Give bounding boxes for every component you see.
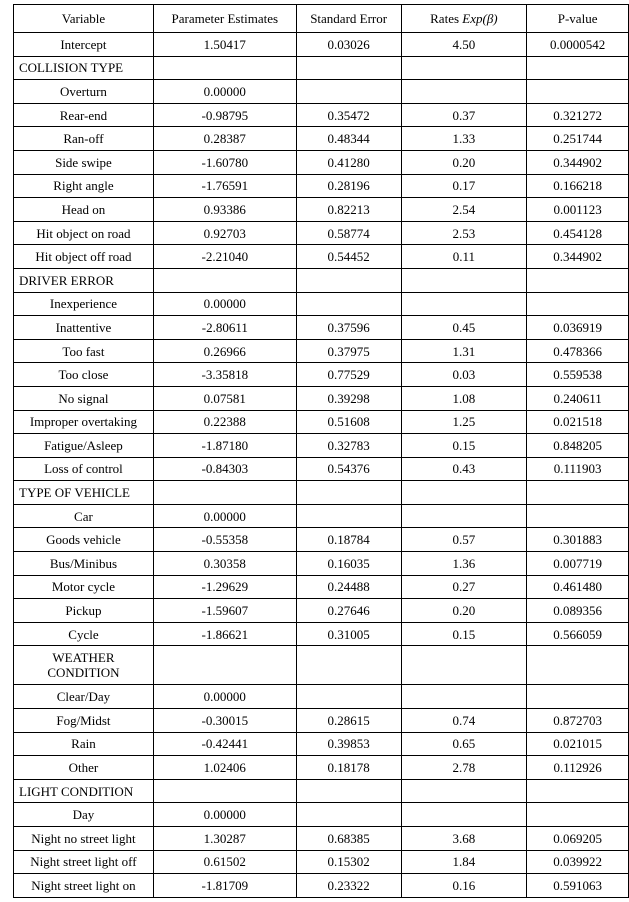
row-pvalue: 0.344902 (527, 245, 629, 269)
row-se: 0.23322 (296, 874, 401, 898)
group-title: WEATHER CONDITION (14, 646, 154, 685)
row-estimate: 0.07581 (153, 386, 296, 410)
row-label: Head on (14, 198, 154, 222)
row-label: Bus/Minibus (14, 552, 154, 576)
row-pvalue: 0.591063 (527, 874, 629, 898)
row-rate: 1.31 (401, 339, 527, 363)
row-se: 0.51608 (296, 410, 401, 434)
row-estimate: -1.87180 (153, 434, 296, 458)
row-pvalue: 0.039922 (527, 850, 629, 874)
empty-cell (401, 56, 527, 80)
row-rate: 0.43 (401, 457, 527, 481)
table-row (14, 198, 629, 222)
row-se (296, 80, 401, 104)
table-row (14, 174, 629, 198)
row-estimate: -1.86621 (153, 622, 296, 646)
table-row (14, 386, 629, 410)
row-label: Cycle (14, 622, 154, 646)
row-se: 0.28196 (296, 174, 401, 198)
row-label: Ran-off (14, 127, 154, 151)
row-estimate: 0.92703 (153, 221, 296, 245)
row-se: 0.77529 (296, 363, 401, 387)
row-label: Right angle (14, 174, 154, 198)
row-se: 0.15302 (296, 850, 401, 874)
table-row (14, 874, 629, 898)
group-header-row (14, 481, 629, 505)
row-rate: 0.03 (401, 363, 527, 387)
row-rate: 0.11 (401, 245, 527, 269)
row-pvalue: 0.036919 (527, 316, 629, 340)
row-rate: 2.54 (401, 198, 527, 222)
regression-table (13, 4, 629, 898)
header-rates (401, 5, 527, 33)
row-label: Day (14, 803, 154, 827)
row-pvalue: 0.321272 (527, 103, 629, 127)
row-rate: 2.53 (401, 221, 527, 245)
row-label: No signal (14, 386, 154, 410)
row-label: Too fast (14, 339, 154, 363)
row-label: Pickup (14, 599, 154, 623)
table-row (14, 127, 629, 151)
empty-cell (527, 646, 629, 685)
row-se: 0.32783 (296, 434, 401, 458)
intercept-label: Intercept (14, 33, 154, 57)
row-estimate: -0.42441 (153, 732, 296, 756)
row-rate (401, 504, 527, 528)
empty-cell (296, 481, 401, 505)
table-row (14, 457, 629, 481)
row-se: 0.16035 (296, 552, 401, 576)
table-row (14, 622, 629, 646)
group-title: LIGHT CONDITION (14, 779, 154, 803)
empty-cell (401, 779, 527, 803)
row-se: 0.54376 (296, 457, 401, 481)
group-header-row (14, 646, 629, 685)
row-rate: 0.74 (401, 709, 527, 733)
empty-cell (527, 779, 629, 803)
table-row (14, 434, 629, 458)
row-estimate: -1.76591 (153, 174, 296, 198)
row-pvalue (527, 80, 629, 104)
table-row (14, 221, 629, 245)
header-rates-label: Rates (430, 11, 463, 26)
row-estimate: -1.81709 (153, 874, 296, 898)
row-label: Side swipe (14, 150, 154, 174)
header-row (14, 5, 629, 33)
row-estimate: -2.21040 (153, 245, 296, 269)
group-header-row (14, 268, 629, 292)
empty-cell (296, 779, 401, 803)
row-estimate: -0.84303 (153, 457, 296, 481)
header-variable: Variable (14, 5, 154, 33)
row-estimate: -0.30015 (153, 709, 296, 733)
row-estimate: 0.26966 (153, 339, 296, 363)
row-pvalue: 0.001123 (527, 198, 629, 222)
row-label: Night street light on (14, 874, 154, 898)
row-se: 0.39853 (296, 732, 401, 756)
empty-cell (401, 268, 527, 292)
row-se: 0.24488 (296, 575, 401, 599)
row-pvalue: 0.848205 (527, 434, 629, 458)
row-se (296, 803, 401, 827)
row-label: Hit object on road (14, 221, 154, 245)
row-rate: 0.37 (401, 103, 527, 127)
row-rate: 0.15 (401, 434, 527, 458)
table-row (14, 528, 629, 552)
row-se: 0.37596 (296, 316, 401, 340)
row-estimate: -1.60780 (153, 150, 296, 174)
group-title: DRIVER ERROR (14, 268, 154, 292)
row-se (296, 292, 401, 316)
table-row (14, 316, 629, 340)
intercept-se: 0.03026 (296, 33, 401, 57)
row-estimate: 0.61502 (153, 850, 296, 874)
row-pvalue: 0.166218 (527, 174, 629, 198)
row-rate: 0.15 (401, 622, 527, 646)
row-se: 0.18784 (296, 528, 401, 552)
row-rate (401, 685, 527, 709)
row-pvalue: 0.021518 (527, 410, 629, 434)
empty-cell (153, 268, 296, 292)
row-estimate: -2.80611 (153, 316, 296, 340)
row-se (296, 504, 401, 528)
row-label: Loss of control (14, 457, 154, 481)
empty-cell (296, 268, 401, 292)
table-row (14, 245, 629, 269)
table-row (14, 599, 629, 623)
row-rate: 1.25 (401, 410, 527, 434)
row-pvalue: 0.559538 (527, 363, 629, 387)
row-label: Other (14, 756, 154, 780)
row-rate: 0.17 (401, 174, 527, 198)
table-row (14, 850, 629, 874)
table-row (14, 732, 629, 756)
row-pvalue: 0.454128 (527, 221, 629, 245)
empty-cell (527, 56, 629, 80)
row-pvalue: 0.240611 (527, 386, 629, 410)
row-estimate: -3.35818 (153, 363, 296, 387)
row-rate (401, 292, 527, 316)
empty-cell (401, 481, 527, 505)
row-label: Fatigue/Asleep (14, 434, 154, 458)
row-estimate: -0.98795 (153, 103, 296, 127)
empty-cell (401, 646, 527, 685)
row-pvalue (527, 504, 629, 528)
row-pvalue: 0.872703 (527, 709, 629, 733)
row-estimate: 0.00000 (153, 685, 296, 709)
row-rate: 0.65 (401, 732, 527, 756)
row-se: 0.58774 (296, 221, 401, 245)
row-pvalue: 0.301883 (527, 528, 629, 552)
row-pvalue: 0.089356 (527, 599, 629, 623)
intercept-estimate: 1.50417 (153, 33, 296, 57)
row-estimate: 0.22388 (153, 410, 296, 434)
row-rate: 1.33 (401, 127, 527, 151)
row-se: 0.82213 (296, 198, 401, 222)
row-se: 0.54452 (296, 245, 401, 269)
row-estimate: 0.00000 (153, 80, 296, 104)
row-label: Inattentive (14, 316, 154, 340)
empty-cell (527, 268, 629, 292)
row-label: Hit object off road (14, 245, 154, 269)
row-rate: 0.16 (401, 874, 527, 898)
group-title: COLLISION TYPE (14, 56, 154, 80)
row-estimate: 0.00000 (153, 504, 296, 528)
row-pvalue: 0.069205 (527, 827, 629, 851)
row-se (296, 685, 401, 709)
row-pvalue (527, 292, 629, 316)
row-label: Improper overtaking (14, 410, 154, 434)
row-estimate: -0.55358 (153, 528, 296, 552)
row-rate: 0.20 (401, 150, 527, 174)
row-se: 0.41280 (296, 150, 401, 174)
row-rate: 0.27 (401, 575, 527, 599)
row-se: 0.31005 (296, 622, 401, 646)
group-title: TYPE OF VEHICLE (14, 481, 154, 505)
row-label: Car (14, 504, 154, 528)
table-row (14, 363, 629, 387)
row-estimate: 0.00000 (153, 292, 296, 316)
row-pvalue: 0.007719 (527, 552, 629, 576)
table-body (14, 33, 629, 898)
row-pvalue: 0.112926 (527, 756, 629, 780)
group-header-row (14, 56, 629, 80)
row-label: Rain (14, 732, 154, 756)
row-estimate: 0.28387 (153, 127, 296, 151)
header-rates-math: Exp(β) (462, 11, 498, 26)
row-estimate: 1.02406 (153, 756, 296, 780)
table-row (14, 410, 629, 434)
table-row (14, 827, 629, 851)
header-pvalue: P-value (527, 5, 629, 33)
row-estimate: -1.59607 (153, 599, 296, 623)
row-pvalue (527, 685, 629, 709)
row-rate: 1.36 (401, 552, 527, 576)
row-label: Too close (14, 363, 154, 387)
row-label: Fog/Midst (14, 709, 154, 733)
row-pvalue: 0.021015 (527, 732, 629, 756)
row-se: 0.18178 (296, 756, 401, 780)
row-pvalue: 0.251744 (527, 127, 629, 151)
row-estimate: 0.93386 (153, 198, 296, 222)
row-se: 0.39298 (296, 386, 401, 410)
row-label: Night no street light (14, 827, 154, 851)
row-label: Motor cycle (14, 575, 154, 599)
table-row (14, 756, 629, 780)
group-header-row (14, 779, 629, 803)
row-se: 0.35472 (296, 103, 401, 127)
intercept-rate: 4.50 (401, 33, 527, 57)
row-se: 0.28615 (296, 709, 401, 733)
table-row (14, 103, 629, 127)
row-pvalue: 0.461480 (527, 575, 629, 599)
row-pvalue: 0.566059 (527, 622, 629, 646)
empty-cell (153, 481, 296, 505)
intercept-pvalue: 0.0000542 (527, 33, 629, 57)
table-row (14, 150, 629, 174)
empty-cell (153, 56, 296, 80)
row-pvalue (527, 803, 629, 827)
table-row (14, 803, 629, 827)
row-label: Night street light off (14, 850, 154, 874)
row-estimate: 0.30358 (153, 552, 296, 576)
table-row (14, 292, 629, 316)
row-rate: 0.57 (401, 528, 527, 552)
row-rate: 1.08 (401, 386, 527, 410)
empty-cell (296, 646, 401, 685)
row-se: 0.27646 (296, 599, 401, 623)
empty-cell (527, 481, 629, 505)
row-rate: 3.68 (401, 827, 527, 851)
table-row (14, 685, 629, 709)
row-label: Inexperience (14, 292, 154, 316)
row-estimate: -1.29629 (153, 575, 296, 599)
row-pvalue: 0.344902 (527, 150, 629, 174)
row-rate: 1.84 (401, 850, 527, 874)
row-estimate: 0.00000 (153, 803, 296, 827)
empty-cell (153, 779, 296, 803)
row-rate: 0.20 (401, 599, 527, 623)
table-row (14, 575, 629, 599)
empty-cell (153, 646, 296, 685)
row-label: Goods vehicle (14, 528, 154, 552)
table-row (14, 504, 629, 528)
table-row (14, 339, 629, 363)
row-label: Rear-end (14, 103, 154, 127)
row-rate: 2.78 (401, 756, 527, 780)
row-rate (401, 803, 527, 827)
header-standard-error: Standard Error (296, 5, 401, 33)
table-row (14, 709, 629, 733)
row-rate (401, 80, 527, 104)
row-se: 0.37975 (296, 339, 401, 363)
row-label: Overturn (14, 80, 154, 104)
intercept-row (14, 33, 629, 57)
row-se: 0.48344 (296, 127, 401, 151)
row-label: Clear/Day (14, 685, 154, 709)
row-se: 0.68385 (296, 827, 401, 851)
empty-cell (296, 56, 401, 80)
row-rate: 0.45 (401, 316, 527, 340)
row-estimate: 1.30287 (153, 827, 296, 851)
table-row (14, 552, 629, 576)
row-pvalue: 0.111903 (527, 457, 629, 481)
header-estimate: Parameter Estimates (153, 5, 296, 33)
row-pvalue: 0.478366 (527, 339, 629, 363)
table-row (14, 80, 629, 104)
